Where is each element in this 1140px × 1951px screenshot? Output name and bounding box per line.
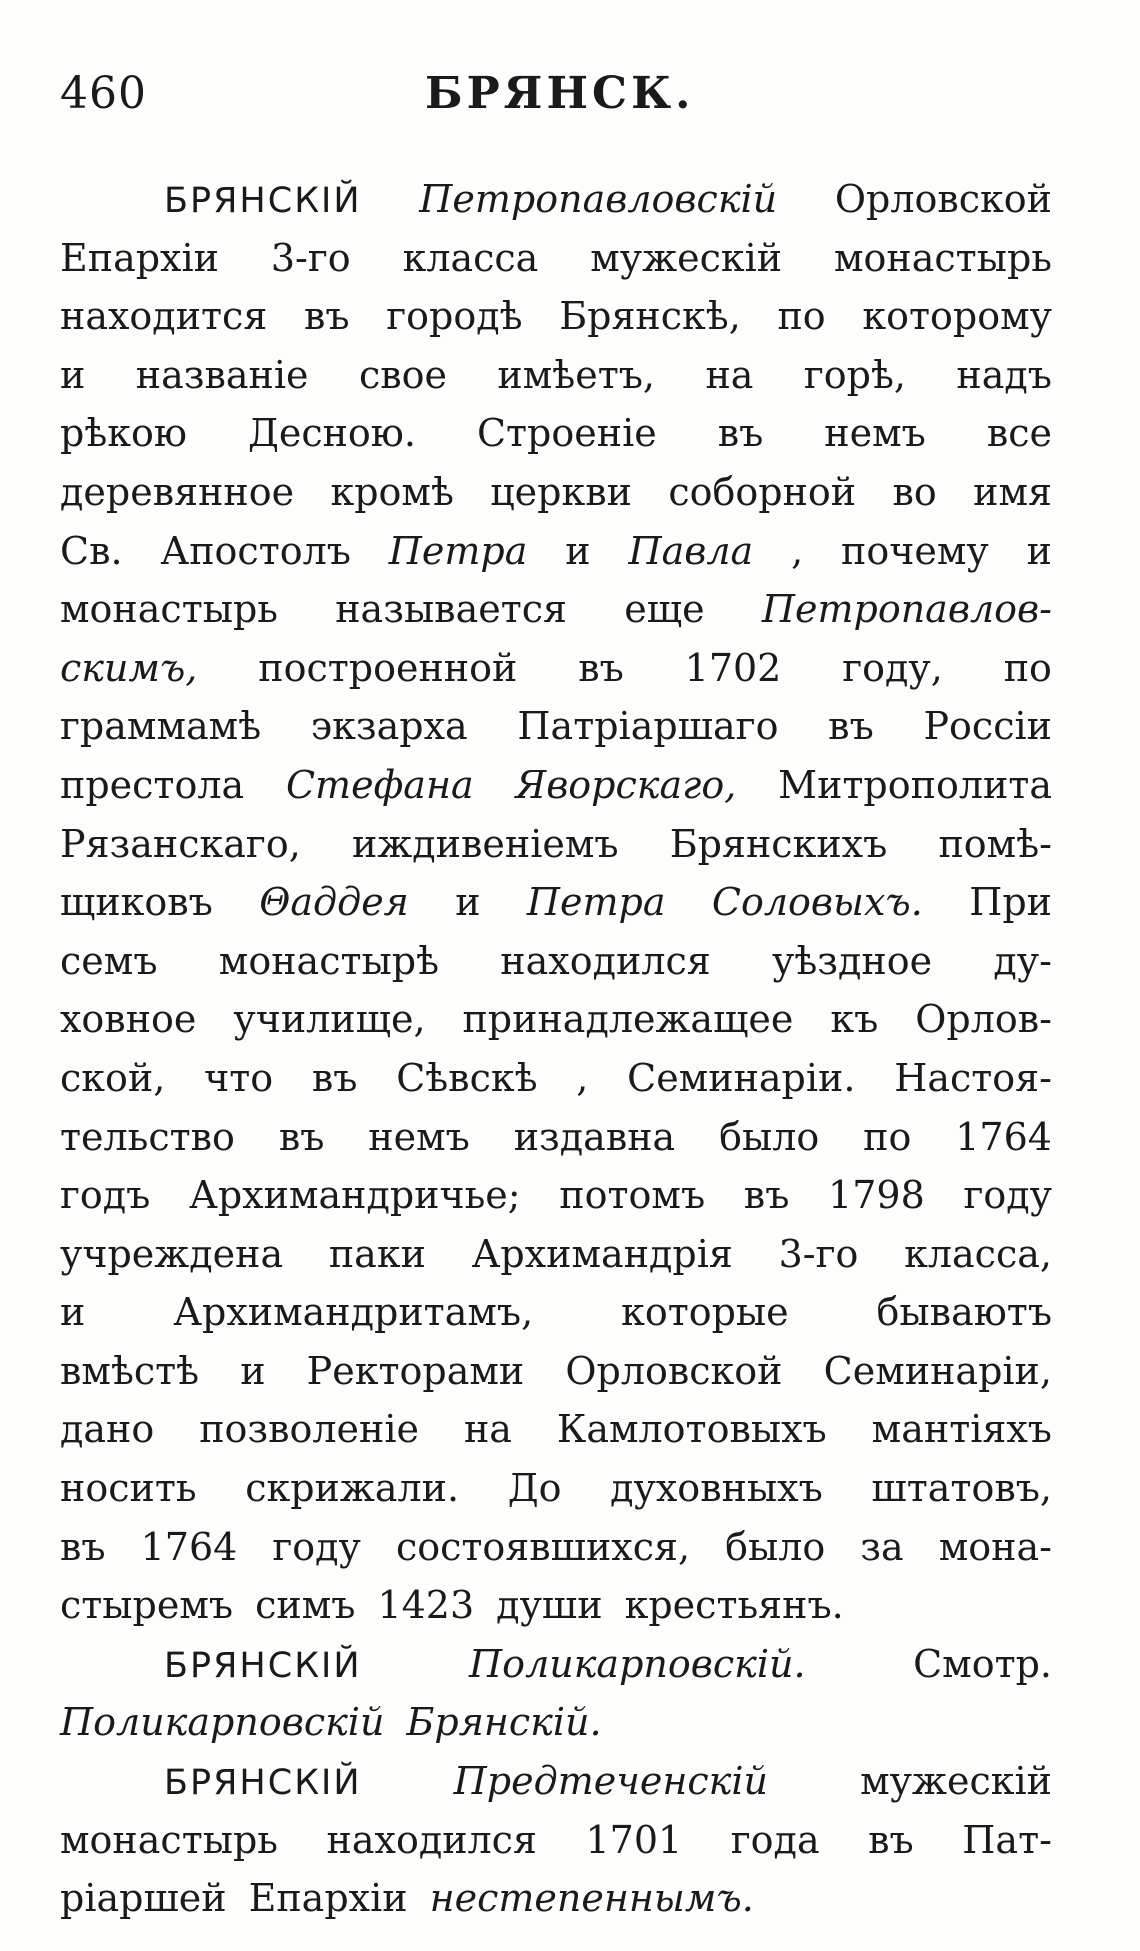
word: штатовъ,: [871, 1466, 1052, 1511]
word: все: [986, 411, 1052, 456]
running-head: БРЯНСК.: [425, 68, 695, 119]
word: имя: [973, 469, 1052, 514]
word: рѣкою: [60, 411, 187, 456]
word: принадлежащее: [462, 997, 794, 1042]
word: въ: [828, 704, 874, 749]
word: Рязанскаго,: [60, 821, 301, 866]
word: было: [725, 1524, 826, 1569]
word: При: [969, 880, 1052, 925]
word: паки: [328, 1231, 426, 1276]
word: Поликарповскій: [60, 1700, 385, 1745]
word: Смотр.: [913, 1641, 1052, 1686]
text-line: [60, 1166, 1052, 1225]
word: Θаддея: [259, 880, 409, 925]
word: на: [705, 352, 754, 397]
word: Соловыхъ.: [711, 880, 923, 925]
text-line: [60, 990, 1052, 1049]
word: крестьянъ.: [624, 1583, 844, 1628]
word: надъ: [956, 352, 1052, 397]
text-line: [60, 932, 1052, 991]
word: въ: [743, 1173, 790, 1218]
word: симъ: [255, 1583, 356, 1628]
word: ской,: [60, 1055, 166, 1100]
word: Епархіи: [248, 1876, 408, 1921]
word: 1423: [377, 1583, 475, 1628]
word: въ: [868, 1817, 914, 1862]
word: Поликарповскій.: [469, 1641, 806, 1686]
word: монастырь: [60, 1817, 278, 1862]
word: Епархіи: [60, 235, 219, 280]
text-line: [60, 229, 1052, 288]
word: Семинаріи,: [823, 1348, 1052, 1393]
word: тельство: [60, 1114, 235, 1159]
word: Петра: [526, 880, 666, 925]
text-line: [60, 1049, 1052, 1108]
word: ріаршей: [60, 1876, 227, 1921]
word: семъ: [60, 938, 158, 983]
word: въ: [303, 294, 350, 339]
word: въ: [717, 411, 764, 456]
word: кромѣ: [330, 469, 454, 514]
word: 3-го: [778, 1231, 859, 1276]
word: духовныхъ: [610, 1466, 823, 1511]
word: Брянскѣ,: [559, 294, 741, 339]
word: мона-: [938, 1524, 1052, 1569]
word: названіе: [135, 352, 309, 397]
word: Десною.: [247, 411, 416, 456]
word: Петропавлов-: [761, 587, 1052, 632]
text-line: [60, 287, 1052, 346]
entry-paragraph: [60, 1752, 1052, 1928]
word: души: [496, 1583, 603, 1628]
word: класса: [402, 235, 539, 280]
word: позволеніе: [199, 1407, 420, 1452]
text-line: [60, 1108, 1052, 1167]
word: учреждена: [60, 1231, 284, 1276]
text-line: [60, 756, 1052, 815]
word: ,: [791, 528, 804, 573]
text-line: [60, 404, 1052, 463]
word: Строеніе: [476, 411, 657, 456]
text-line: [60, 463, 1052, 522]
word: Митрополита: [778, 762, 1052, 807]
text-line: [60, 1869, 1052, 1928]
word: которые: [621, 1290, 789, 1335]
word: было: [719, 1114, 820, 1159]
word: мужескій: [860, 1759, 1052, 1804]
word: престола: [60, 762, 245, 807]
word: на: [463, 1407, 512, 1452]
word: году: [272, 1524, 361, 1569]
word: немъ: [824, 411, 926, 456]
word: городѣ: [386, 294, 523, 339]
word: находился: [500, 938, 711, 983]
word: свое: [358, 352, 447, 397]
word: Яворскаго,: [515, 762, 737, 807]
word: монастырь: [60, 587, 278, 632]
word: Архимандрія: [471, 1231, 733, 1276]
word: соборной: [668, 469, 857, 514]
entry-paragraph: [60, 170, 1052, 1635]
word: и: [60, 352, 86, 397]
word: Павла: [628, 528, 754, 573]
word: по: [863, 1114, 912, 1159]
word: церкви: [490, 469, 632, 514]
word: скимъ,: [60, 645, 198, 690]
word: Петра: [388, 528, 528, 573]
word: имѣетъ,: [497, 352, 655, 397]
word: 3-го: [270, 235, 351, 280]
word: уѣздное: [772, 938, 933, 983]
text-line: [60, 1576, 1052, 1635]
word: мантіяхъ: [871, 1407, 1052, 1452]
text-line: [60, 1518, 1052, 1577]
word: и: [455, 880, 481, 925]
page-header: [60, 60, 1060, 130]
word: Св.: [60, 528, 123, 573]
word: скрижали.: [245, 1466, 460, 1511]
word: Архимандричье;: [189, 1173, 521, 1218]
word: Предтеченскій: [453, 1759, 768, 1804]
word: бываютъ: [876, 1290, 1052, 1335]
word: годъ: [60, 1173, 151, 1218]
word: БРЯНСКІЙ: [164, 1763, 362, 1804]
word: Петропавловскій: [419, 177, 778, 221]
word: 1764: [140, 1524, 238, 1569]
body-text: [60, 170, 1052, 1928]
word: во: [892, 469, 937, 514]
word: 1702: [684, 645, 782, 690]
word: еще: [624, 587, 705, 632]
word: щиковъ: [60, 880, 213, 925]
word: монастырѣ: [218, 938, 440, 983]
text-line: [60, 815, 1052, 874]
word: экзарха: [310, 704, 468, 749]
word: вмѣстѣ: [60, 1348, 200, 1393]
word: ,: [576, 1055, 589, 1100]
word: класса,: [904, 1231, 1052, 1276]
word: въ: [311, 1055, 358, 1100]
word: Архимандритамъ,: [173, 1290, 534, 1335]
word: и: [240, 1348, 266, 1393]
text-line: [60, 1283, 1052, 1342]
word: ховное: [60, 997, 197, 1042]
word: мужескій: [590, 235, 783, 280]
word: Брянскій.: [406, 1700, 602, 1745]
text-line: [60, 580, 1052, 639]
word: немъ: [368, 1114, 470, 1159]
word: Россіи: [923, 704, 1052, 749]
word: къ: [830, 997, 879, 1042]
word: 1764: [955, 1114, 1052, 1159]
word: состоявшихся,: [395, 1524, 691, 1569]
word: 1701: [585, 1817, 683, 1862]
word: дано: [60, 1407, 155, 1452]
word: Орловской: [565, 1348, 783, 1393]
word: Орловской: [834, 177, 1052, 221]
word: Камлотовыхъ: [556, 1407, 827, 1452]
text-line: [60, 697, 1052, 756]
page-number: 460: [60, 68, 147, 119]
word: Семинаріи.: [627, 1055, 856, 1100]
word: ду-: [993, 938, 1052, 983]
word: и: [565, 528, 591, 573]
text-line: [60, 1225, 1052, 1284]
word: горѣ,: [803, 352, 906, 397]
text-line: [60, 1752, 1052, 1811]
word: въ: [278, 1114, 325, 1159]
word: находился: [326, 1817, 537, 1862]
entry-paragraph: [60, 1635, 1052, 1752]
text-line: [60, 1342, 1052, 1401]
word: стыремъ: [60, 1583, 234, 1628]
text-line: [60, 639, 1052, 698]
word: Апостолъ: [160, 528, 351, 573]
word: года: [730, 1817, 820, 1862]
text-line: [60, 346, 1052, 405]
word: нестепеннымъ.: [429, 1876, 754, 1921]
word: въ: [60, 1524, 106, 1569]
word: въ: [578, 645, 624, 690]
word: Стефана: [285, 762, 474, 807]
word: издавна: [513, 1114, 676, 1159]
word: Настоя-: [894, 1055, 1052, 1100]
word: и: [60, 1290, 86, 1335]
word: построенной: [258, 645, 518, 690]
word: находится: [60, 294, 268, 339]
word: что: [204, 1055, 274, 1100]
word: и: [1026, 528, 1052, 573]
word: году,: [842, 645, 943, 690]
text-line: [60, 1459, 1052, 1518]
text-line: [60, 1811, 1052, 1870]
word: Ректорами: [306, 1348, 525, 1393]
word: Орлов-: [915, 997, 1052, 1042]
word: носить: [60, 1466, 197, 1511]
word: помѣ-: [938, 821, 1052, 866]
text-line: [60, 1635, 1052, 1694]
word: Патріаршаго: [517, 704, 779, 749]
word: называется: [335, 587, 568, 632]
word: граммамѣ: [60, 704, 262, 749]
word: До: [507, 1466, 562, 1511]
word: БРЯНСКІЙ: [164, 181, 362, 221]
text-line: [60, 873, 1052, 932]
word: почему: [841, 528, 989, 573]
word: училище,: [233, 997, 426, 1042]
word: монастырь: [833, 235, 1052, 280]
word: по: [777, 294, 826, 339]
word: Сѣвскѣ: [396, 1055, 538, 1100]
word: 1798: [828, 1173, 925, 1218]
word: году: [963, 1173, 1052, 1218]
word: деревянное: [60, 469, 295, 514]
word: БРЯНСКІЙ: [164, 1645, 362, 1686]
word: потомъ: [559, 1173, 706, 1218]
word: которому: [862, 294, 1052, 339]
text-line: [60, 522, 1052, 581]
text-line: [60, 1400, 1052, 1459]
text-line: [60, 1693, 1052, 1752]
word: за: [860, 1524, 904, 1569]
word: по: [1003, 645, 1052, 690]
text-line: [60, 170, 1052, 229]
word: Пат-: [962, 1817, 1052, 1862]
word: Брянскихъ: [669, 821, 888, 866]
word: иждивеніемъ: [351, 821, 619, 866]
